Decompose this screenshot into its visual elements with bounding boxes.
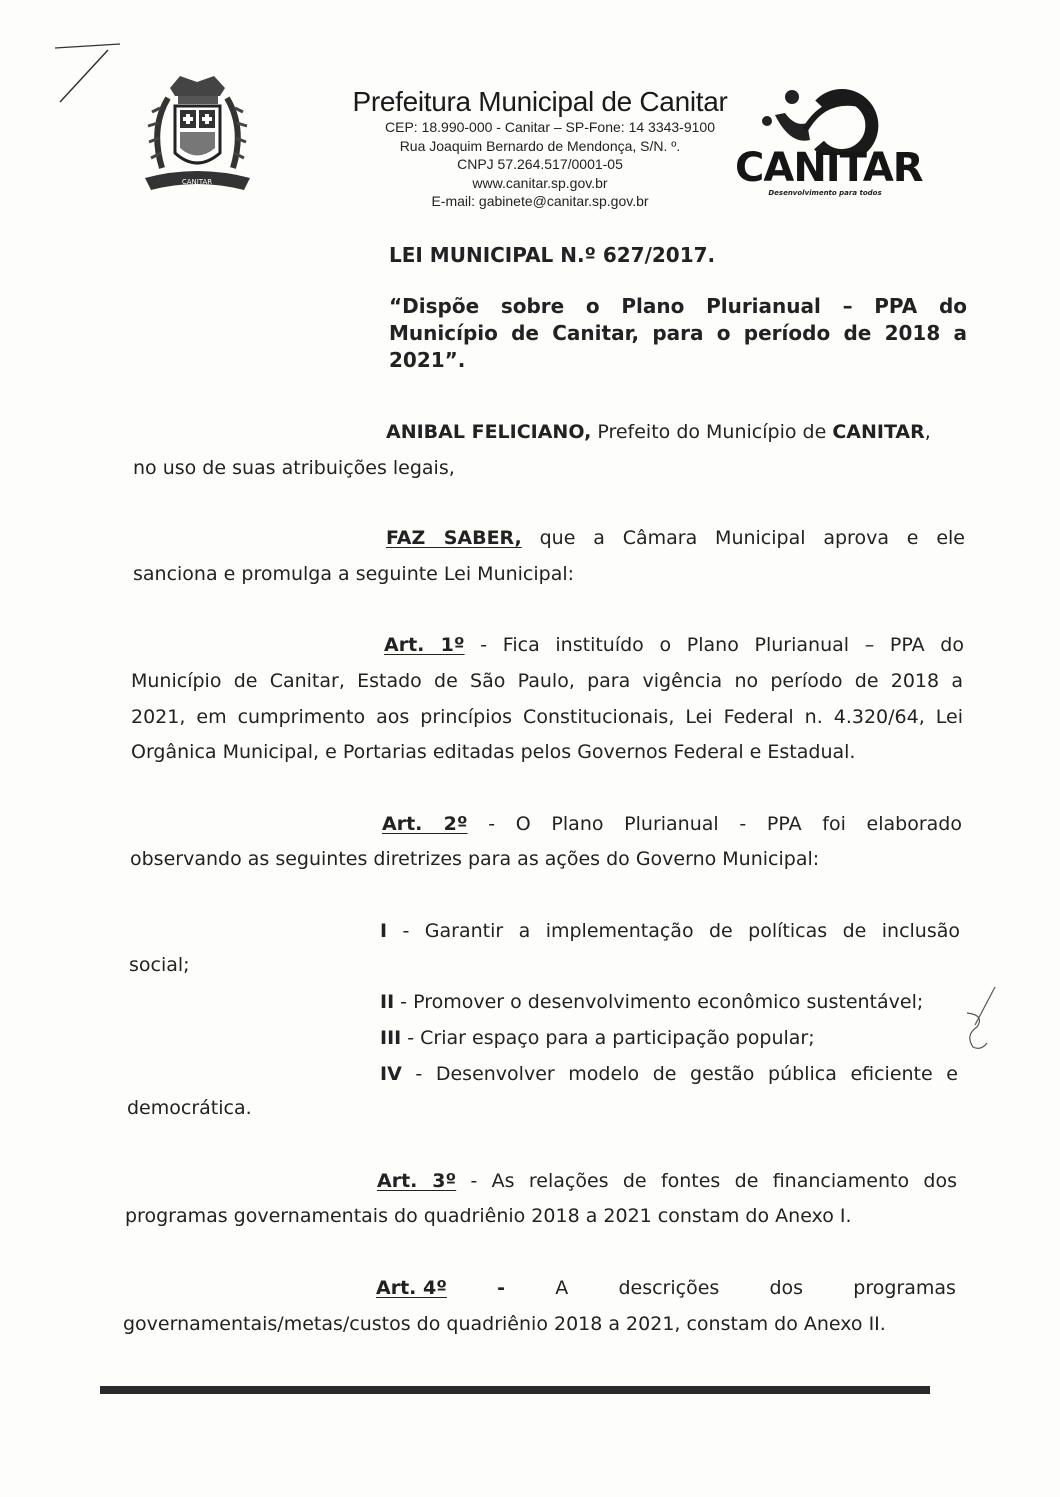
law-number: LEI MUNICIPAL N.º 627/2017. (389, 243, 716, 267)
letterhead-street: Rua Joaquim Bernardo de Mendonça, S/N. º. (399, 137, 681, 154)
item-i (380, 919, 960, 943)
preamble-line-2: no uso de suas atribuições legais, (133, 457, 455, 479)
art2-line-2: observando as seguintes diretrizes para as ações do Governo Municipal: (130, 848, 820, 870)
letterhead-title: Prefeitura Municipal de Canitar (352, 86, 728, 117)
art4-word-3: dos (769, 1277, 804, 1299)
faz-saber-line-1 (386, 526, 965, 550)
item-ii-text: - Promover o desenvolvimento econômico sustentável; (394, 991, 924, 1013)
art3-line-1 (377, 1169, 957, 1193)
item-i-num: I (380, 920, 388, 942)
item-ii-num: II (380, 991, 395, 1013)
art1-line-4: Orgânica Municipal, e Portarias editadas pelos Governos Federal e Estadual. (131, 741, 856, 763)
art1-line-1 (384, 633, 964, 657)
item-iv-cont: democrática. (127, 1097, 252, 1119)
art4-dash: - (497, 1277, 506, 1299)
item-iii-num: III (380, 1027, 402, 1049)
handwritten-mark-icon (50, 40, 130, 110)
art4-line-1 (376, 1276, 956, 1300)
art2-first: - O Plano Plurianual - PPA foi elaborado (467, 813, 962, 835)
art1-line-2: Município de Canitar, Estado de São Paulo, para vigência no período de 2018 a (131, 670, 963, 692)
logo-wordmark: CANITAR (735, 145, 923, 191)
art4-line-2: governamentais/metas/custos do quadriênio 2018 a 2021, constam do Anexo II. (123, 1313, 886, 1335)
item-iv (380, 1062, 958, 1086)
art1-line-3: 2021, em cumprimento aos princípios Constitucionais, Lei Federal n. 4.320/64, Lei (131, 706, 963, 728)
art2-label: Art. 2º (382, 813, 468, 835)
item-iii (380, 1026, 815, 1050)
faz-saber-text: que a Câmara Municipal aprova e ele (521, 527, 965, 549)
letterhead-address: CEP: 18.990-000 - Canitar – SP-Fone: 14 3343-9100 (385, 119, 715, 135)
law-ementa: “Dispõe sobre o Plano Plurianual – PPA do Município de Canitar, para o período de 2018 a 2021”. (389, 294, 967, 372)
preamble-text-1: Prefeito do Município de (591, 421, 833, 443)
coat-label: CANITAR (181, 178, 213, 186)
faz-saber-line-2: sanciona e promulga a seguinte Lei Municipal: (133, 563, 575, 585)
art4-word-4: programas (853, 1277, 956, 1299)
handwritten-initial-icon (955, 985, 1005, 1055)
canitar-logo (735, 85, 923, 205)
art2-line-1 (382, 812, 962, 836)
coat-of-arms-icon (140, 68, 255, 198)
logo-slogan: Desenvolvimento para todos (768, 189, 882, 197)
art3-first: - As relações de fontes de financiamento dos (456, 1170, 957, 1192)
faz-saber-label: FAZ SABER, (386, 527, 522, 549)
preamble-text-2: , (924, 421, 931, 443)
item-i-cont: social; (129, 954, 190, 976)
footer-rule (100, 1386, 930, 1394)
letterhead (300, 86, 780, 211)
item-iii-text: - Criar espaço para a participação popular; (401, 1027, 815, 1049)
item-iv-text: - Desenvolver modelo de gestão pública eficiente e (401, 1063, 958, 1085)
item-ii (380, 990, 923, 1014)
mayor-name: ANIBAL FELICIANO, (386, 421, 592, 443)
item-iv-num: IV (380, 1063, 402, 1085)
preamble-city: CANITAR (832, 421, 925, 443)
item-i-text: - Garantir a implementação de políticas de inclusão (387, 920, 960, 942)
art3-line-2: programas governamentais do quadriênio 2018 a 2021 constam do Anexo I. (125, 1205, 852, 1227)
art1-label: Art. 1º (384, 634, 465, 656)
art4-word-1: A (555, 1277, 569, 1299)
letterhead-website: www.canitar.sp.gov.br (472, 174, 608, 191)
letterhead-cnpj: CNPJ 57.264.517/0001-05 (457, 156, 623, 172)
art3-label: Art. 3º (377, 1170, 457, 1192)
preamble-line-1 (386, 420, 931, 444)
art1-first: - Fica instituído o Plano Plurianual – PPA do (464, 634, 964, 656)
art4-word-2: descrições (618, 1277, 720, 1299)
art4-label: Art. 4º (376, 1277, 447, 1299)
letterhead-email: E-mail: gabinete@canitar.sp.gov.br (431, 193, 649, 209)
